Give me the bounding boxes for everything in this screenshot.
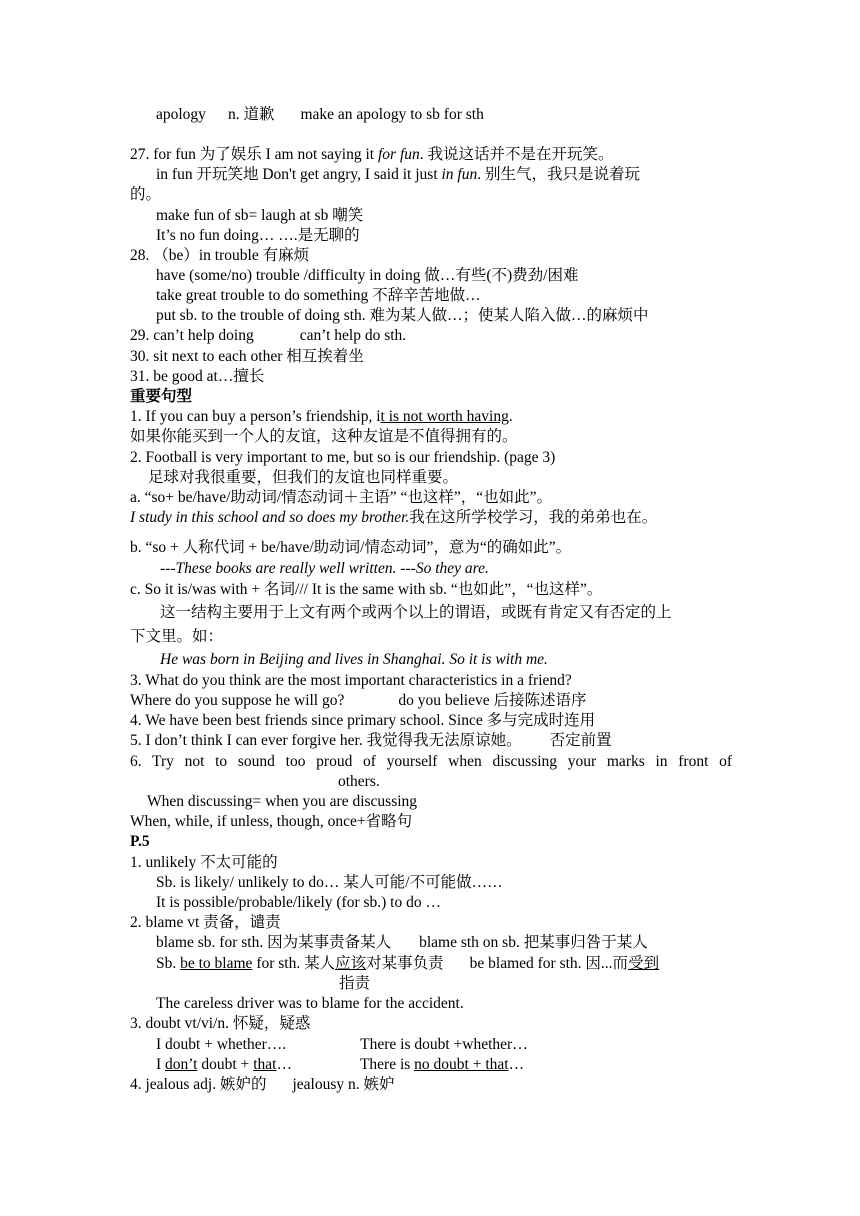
phrase: make an apology to sb for sth: [300, 106, 484, 123]
pattern-6-note: When discussing= when you are discussing: [147, 793, 418, 810]
item-29: 29. can’t help doing can’t help do sth.: [130, 327, 407, 344]
pattern-6-cont: others.: [338, 773, 380, 790]
definition: n. 道歉: [227, 106, 275, 123]
item-27: 27. for fun 为了娱乐 I am not saying it for fun. 我说这话并不是在开玩笑。: [130, 146, 614, 163]
pattern-2c-example: He was born in Beijing and lives in Shanghai. So it is with me.: [160, 651, 548, 668]
trouble-line-2: take great trouble to do something 不辞辛苦地做…: [156, 287, 481, 304]
pattern-2c-note: 这一结构主要用于上文有两个或两个以上的谓语，或既有肯定又有否定的上: [160, 604, 672, 621]
trouble-line-1: have (some/no) trouble /difficulty in doing 做…有些(不)费劲/困难: [156, 267, 579, 284]
item-31: 31. be good at…擅长: [130, 368, 265, 385]
item-30: 30. sit next to each other 相互挨着坐: [130, 348, 364, 365]
pattern-2a: a. “so+ be/have/助动词/情态动词＋主语” “也这样”，“也如此”。: [130, 489, 552, 506]
pattern-2-translation: 足球对我很重要，但我们的友谊也同样重要。: [148, 469, 459, 486]
likely-line-2: It is possible/probable/likely (for sb.) to do …: [156, 894, 441, 911]
pattern-3: 3. What do you think are the most important characteristics in a friend?: [130, 672, 572, 689]
pattern-6: 6. Try not to sound too proud of yourself when discussing your marks in front of: [130, 753, 732, 770]
p5-item-2: 2. blame vt 责备，谴责: [130, 914, 281, 931]
section-heading: 重要句型: [130, 388, 193, 405]
apology-line: [156, 105, 484, 125]
p5-item-1: 1. unlikely 不太可能的: [130, 854, 278, 871]
doubt-line-1: I doubt + whether…. There is doubt +whether…: [156, 1036, 528, 1053]
blame-line-2: Sb. be to blame for sth. 某人应该对某事负责 be blamed for sth. 因...而受到: [156, 955, 660, 972]
pattern-4: 4. We have been best friends since primary school. Since 多与完成时连用: [130, 712, 596, 729]
pattern-6-note-2: When, while, if unless, though, once+省略句: [130, 813, 413, 830]
pattern-2c-note-cont: 下文里。如：: [130, 628, 224, 645]
wrap-line: 的。: [130, 186, 162, 203]
pattern-2b: b. “so + 人称代词 + be/have/助动词/情态动词”，意为“的确如此”。: [130, 539, 572, 556]
make-fun-line: make fun of sb= laugh at sb 嘲笑: [156, 207, 364, 224]
page-marker: P.5: [130, 833, 150, 850]
p5-item-4: 4. jealous adj. 嫉妒的 jealousy n. 嫉妒: [130, 1076, 395, 1093]
term: apology: [156, 106, 206, 123]
blame-example: The careless driver was to blame for the accident.: [156, 995, 464, 1012]
pattern-2c: c. So it is/was with + 名词/// It is the same with sb. “也如此”，“也这样”。: [130, 581, 603, 598]
in-fun-line: in fun 开玩笑地 Don't get angry, I said it just in fun. 别生气，我只是说着玩: [156, 166, 641, 183]
p5-item-3: 3. doubt vt/vi/n. 怀疑，疑惑: [130, 1015, 311, 1032]
blame-line-1: blame sb. for sth. 因为某事责备某人 blame sth on sb. 把某事归咎于某人: [156, 934, 648, 951]
blame-line-2-cont: 指责: [339, 975, 371, 992]
pattern-2a-example: I study in this school and so does my brother.我在这所学校学习，我的弟弟也在。: [130, 509, 658, 526]
pattern-1: 1. If you can buy a person’s friendship, it is not worth having.: [130, 408, 513, 425]
no-fun-line: It’s no fun doing… ….是无聊的: [156, 227, 360, 244]
item-28: 28. （be）in trouble 有麻烦: [130, 247, 310, 264]
pattern-2: 2. Football is very important to me, but so is our friendship. (page 3): [130, 449, 556, 466]
pattern-3-note: Where do you suppose he will go? do you believe 后接陈述语序: [130, 692, 587, 709]
pattern-2b-example: ---These books are really well written. ---So they are.: [160, 560, 489, 577]
doubt-line-2: I don’t doubt + that… There is no doubt + that…: [156, 1056, 525, 1073]
trouble-line-3: put sb. to the trouble of doing sth. 难为某人做…；使某人陷入做…的麻烦中: [156, 307, 649, 324]
pattern-5: 5. I don’t think I can ever forgive her. 我觉得我无法原谅她。 否定前置: [130, 732, 612, 749]
likely-line-1: Sb. is likely/ unlikely to do… 某人可能/不可能做……: [156, 874, 503, 891]
pattern-1-translation: 如果你能买到一个人的友谊，这种友谊是不值得拥有的。: [130, 428, 518, 445]
